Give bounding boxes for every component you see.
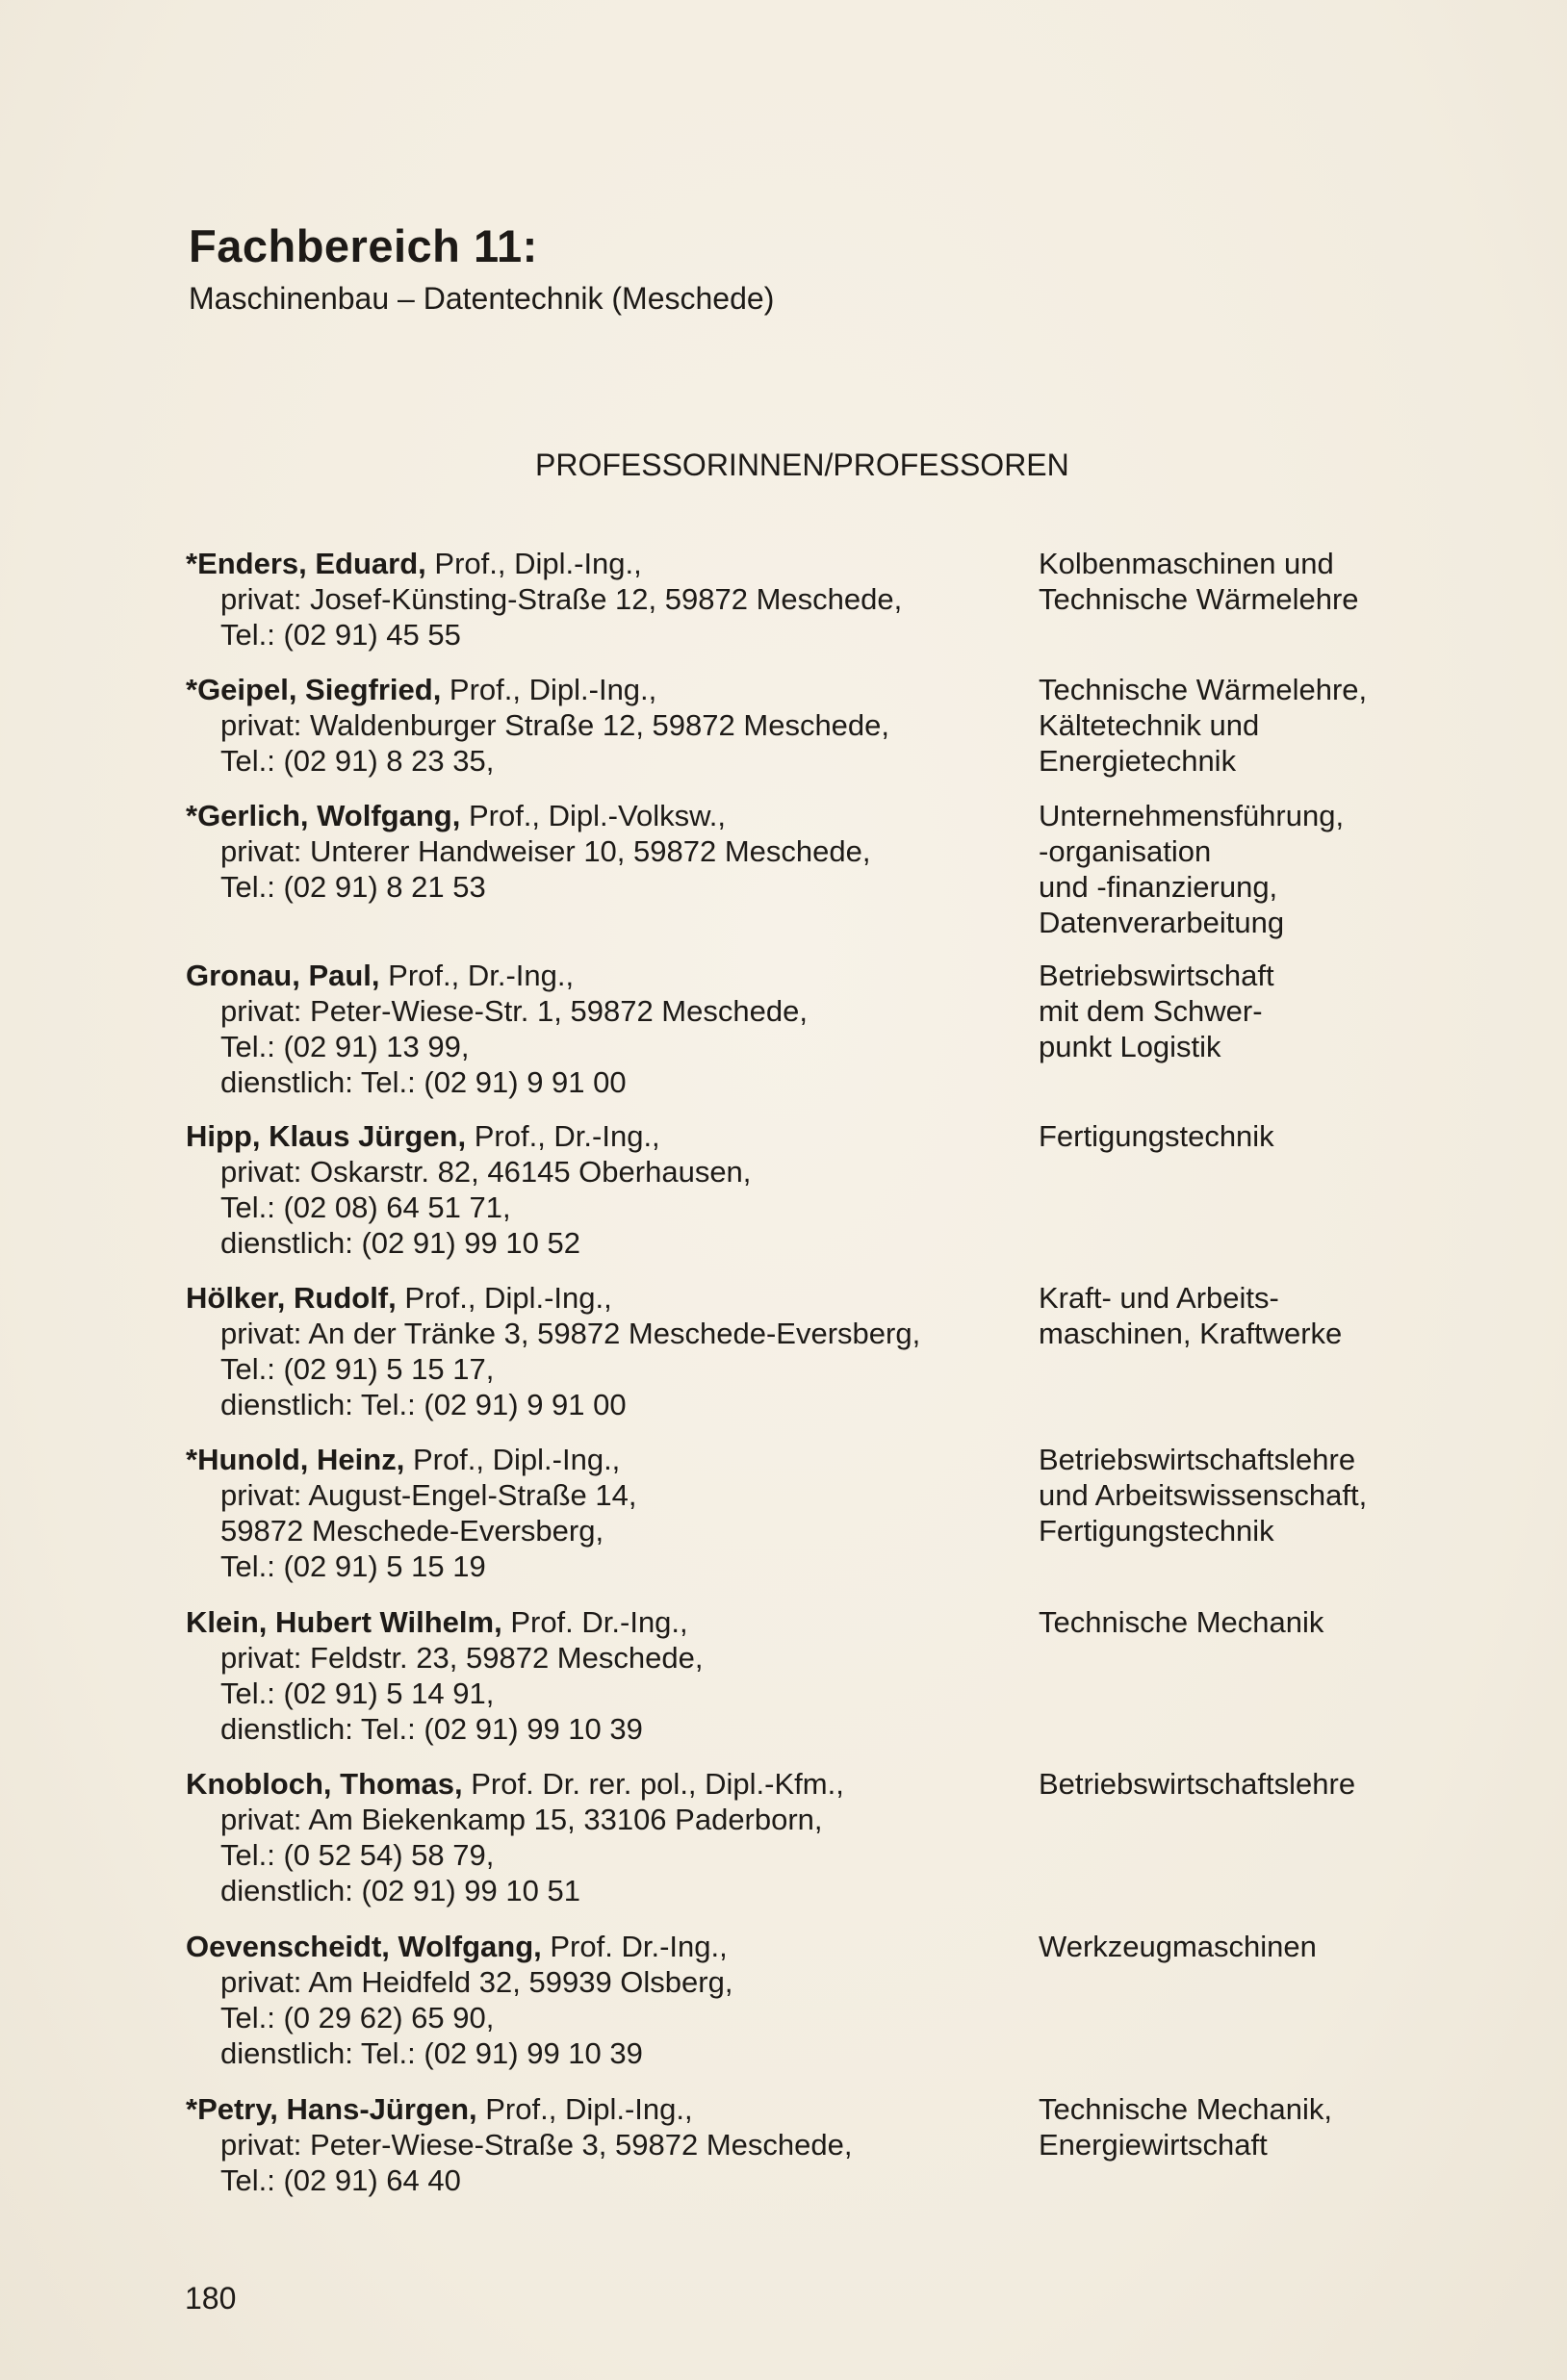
professor-title: Prof., Dr.-Ing.,: [379, 959, 575, 992]
phone-line: Tel.: (0 52 54) 58 79,: [220, 1838, 495, 1872]
section-heading: PROFESSORINNEN/PROFESSOREN: [535, 448, 1069, 482]
professor-name-line: [186, 546, 1014, 581]
professor-title: Prof. Dr. rer. pol., Dipl.-Kfm.,: [462, 1767, 844, 1801]
address-line: privat: Waldenburger Straße 12, 59872 Meschede,: [220, 708, 890, 742]
address-line: privat: Oskarstr. 82, 46145 Oberhausen,: [220, 1155, 752, 1189]
address-line: 59872 Meschede-Eversberg,: [220, 1514, 604, 1548]
professor-title: Prof. Dr.-Ing.,: [541, 1930, 728, 1963]
subject-line: maschinen, Kraftwerke: [1039, 1317, 1343, 1350]
address-line: privat: Unterer Handweiser 10, 59872 Meschede,: [220, 834, 871, 868]
professor-details: [186, 1604, 1014, 1747]
professor-title: Prof., Dipl.-Volksw.,: [460, 799, 726, 832]
professor-name: *Enders, Eduard,: [186, 547, 426, 580]
subject-line: und Arbeitswissenschaft,: [1039, 1478, 1368, 1512]
phone-line: Tel.: (02 08) 64 51 71,: [220, 1190, 511, 1224]
subject-line: Betriebswirtschaft: [1039, 959, 1274, 992]
subject-line: Unternehmensführung,: [1039, 799, 1345, 832]
subject-line: Fertigungstechnik: [1039, 1119, 1274, 1153]
subject-area: [1039, 672, 1539, 779]
professor-name-line: [186, 1442, 1014, 1477]
subject-line: Datenverarbeitung: [1039, 906, 1285, 939]
address-line: privat: Feldstr. 23, 59872 Meschede,: [220, 1641, 704, 1675]
subject-line: Technische Mechanik: [1039, 1605, 1324, 1639]
subject-area: [1039, 1604, 1539, 1640]
subject-line: Kraft- und Arbeits-: [1039, 1281, 1279, 1315]
professor-name: *Gerlich, Wolfgang,: [186, 799, 461, 832]
professor-details: [186, 1929, 1014, 2071]
subject-area: [1039, 1929, 1539, 1964]
subject-line: Werkzeugmaschinen: [1039, 1930, 1317, 1963]
subject-line: Technische Wärmelehre,: [1039, 673, 1368, 706]
professor-name: Hölker, Rudolf,: [186, 1281, 397, 1315]
phone-line: Tel.: (02 91) 5 15 17,: [220, 1352, 495, 1386]
subject-line: Fertigungstechnik: [1039, 1514, 1274, 1548]
page-number: 180: [185, 2281, 237, 2316]
professor-name-line: [186, 2091, 1014, 2127]
subject-area: [1039, 1442, 1539, 1548]
subject-line: Technische Mechanik,: [1039, 2092, 1332, 2126]
professor-title: Prof., Dipl.-Ing.,: [425, 547, 642, 580]
office-phone-line: dienstlich: Tel.: (02 91) 9 91 00: [220, 1388, 627, 1421]
subject-line: Technische Wärmelehre: [1039, 582, 1359, 616]
professor-details: [186, 1766, 1014, 1908]
address-line: privat: Josef-Künsting-Straße 12, 59872 Meschede,: [220, 582, 903, 616]
phone-line: Tel.: (02 91) 64 40: [220, 2163, 461, 2197]
professor-details: [186, 1280, 1014, 1422]
page-title: Fachbereich 11:: [189, 220, 538, 271]
address-line: privat: Peter-Wiese-Straße 3, 59872 Meschede,: [220, 2128, 853, 2162]
professor-title: Prof., Dipl.-Ing.,: [476, 2092, 693, 2126]
subject-area: [1039, 798, 1539, 940]
professor-name-line: [186, 672, 1014, 707]
professor-name: *Hunold, Heinz,: [186, 1443, 405, 1476]
subject-line: -organisation: [1039, 834, 1212, 868]
address-line: privat: Am Biekenkamp 15, 33106 Paderborn,: [220, 1803, 823, 1836]
professor-name-line: [186, 798, 1014, 833]
professor-name: Hipp, Klaus Jürgen,: [186, 1119, 467, 1153]
professor-name: Klein, Hubert Wilhelm,: [186, 1605, 502, 1639]
page-subtitle: Maschinenbau – Datentechnik (Meschede): [189, 281, 775, 316]
professor-details: [186, 1118, 1014, 1261]
address-line: privat: August-Engel-Straße 14,: [220, 1478, 637, 1512]
phone-line: Tel.: (02 91) 8 21 53: [220, 870, 486, 904]
professor-name-line: [186, 1280, 1014, 1316]
professor-name: Oevenscheidt, Wolfgang,: [186, 1930, 542, 1963]
subject-line: Energietechnik: [1039, 744, 1237, 778]
address-line: privat: Am Heidfeld 32, 59939 Olsberg,: [220, 1965, 733, 1999]
subject-area: [1039, 2091, 1539, 2162]
professor-title: Prof., Dr.-Ing.,: [466, 1119, 660, 1153]
subject-line: mit dem Schwer-: [1039, 994, 1263, 1028]
subject-line: Betriebswirtschaftslehre: [1039, 1443, 1356, 1476]
office-phone-line: dienstlich: Tel.: (02 91) 99 10 39: [220, 2036, 643, 2070]
professor-name-line: [186, 958, 1014, 993]
professor-name-line: [186, 1604, 1014, 1640]
professor-name-line: [186, 1118, 1014, 1154]
subject-area: [1039, 1766, 1539, 1802]
phone-line: Tel.: (02 91) 5 14 91,: [220, 1676, 495, 1710]
professor-title: Prof., Dipl.-Ing.,: [404, 1443, 621, 1476]
address-line: privat: Peter-Wiese-Str. 1, 59872 Meschede,: [220, 994, 808, 1028]
phone-line: Tel.: (02 91) 45 55: [220, 618, 461, 652]
subject-line: und -finanzierung,: [1039, 870, 1278, 904]
address-line: privat: An der Tränke 3, 59872 Meschede-Eversberg,: [220, 1317, 921, 1350]
professor-name: Knobloch, Thomas,: [186, 1767, 463, 1801]
subject-area: [1039, 1118, 1539, 1154]
office-phone-line: dienstlich: Tel.: (02 91) 99 10 39: [220, 1712, 643, 1746]
professor-title: Prof., Dipl.-Ing.,: [441, 673, 657, 706]
professor-details: [186, 672, 1014, 779]
professor-title: Prof. Dr.-Ing.,: [501, 1605, 688, 1639]
phone-line: Tel.: (0 29 62) 65 90,: [220, 2001, 495, 2035]
subject-line: punkt Logistik: [1039, 1030, 1221, 1063]
office-phone-line: dienstlich: Tel.: (02 91) 9 91 00: [220, 1065, 627, 1099]
professor-details: [186, 546, 1014, 653]
professor-details: [186, 798, 1014, 905]
subject-line: Kolbenmaschinen und: [1039, 547, 1334, 580]
phone-line: Tel.: (02 91) 8 23 35,: [220, 744, 495, 778]
professor-details: [186, 958, 1014, 1100]
subject-area: [1039, 1280, 1539, 1351]
professor-details: [186, 1442, 1014, 1584]
professor-title: Prof., Dipl.-Ing.,: [396, 1281, 612, 1315]
office-phone-line: dienstlich: (02 91) 99 10 52: [220, 1226, 580, 1260]
subject-line: Betriebswirtschaftslehre: [1039, 1767, 1356, 1801]
professor-name: Gronau, Paul,: [186, 959, 380, 992]
phone-line: Tel.: (02 91) 13 99,: [220, 1030, 470, 1063]
phone-line: Tel.: (02 91) 5 15 19: [220, 1549, 486, 1583]
professor-details: [186, 2091, 1014, 2198]
subject-area: [1039, 546, 1539, 617]
professor-name: *Petry, Hans-Jürgen,: [186, 2092, 477, 2126]
professor-name-line: [186, 1766, 1014, 1802]
professor-name-line: [186, 1929, 1014, 1964]
subject-line: Kältetechnik und: [1039, 708, 1260, 742]
subject-line: Energiewirtschaft: [1039, 2128, 1268, 2162]
professor-name: *Geipel, Siegfried,: [186, 673, 442, 706]
subject-area: [1039, 958, 1539, 1064]
office-phone-line: dienstlich: (02 91) 99 10 51: [220, 1874, 580, 1907]
